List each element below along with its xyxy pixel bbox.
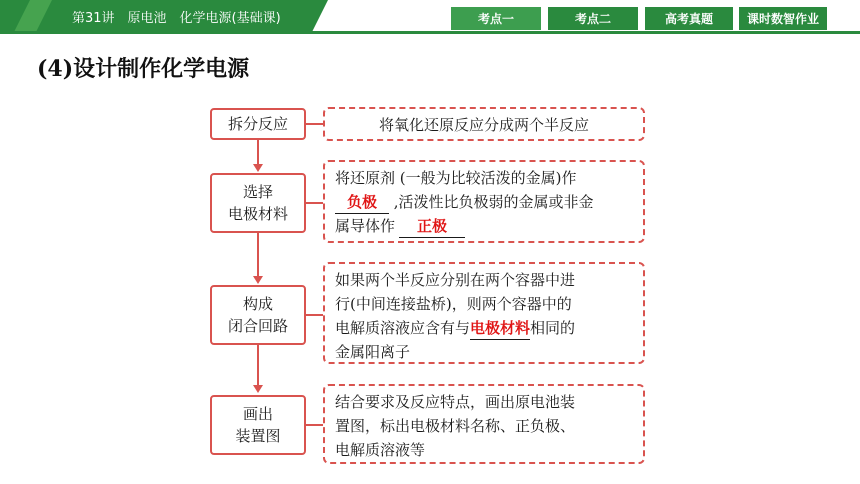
flow-arrow-2 [253,276,263,284]
step-2-line2-rest: ,活泼性比负极弱的金属或非金 [389,193,594,211]
section-title: (4)设计制作化学电源 [37,56,250,82]
step-3-line3-post: 相同的 [530,319,576,337]
connector-4 [306,424,323,426]
step-1-description: 将氧化还原反应分成两个半反应 [378,116,589,134]
tab-gaokao-zhenti[interactable]: 高考真题 [645,7,733,30]
step-4-line3: 电解质溶液等 [335,441,426,459]
step-3-line3-pre: 电解质溶液应含有与 [335,319,471,337]
step-draw-diagram-box [210,395,306,455]
step-2-line3 [335,214,633,238]
flow-arrow-1 [253,164,263,172]
step-3-line1: 如果两个半反应分别在两个容器中进 [335,271,576,289]
step-2-description-box [323,160,645,243]
tab-kaodian-2[interactable]: 考点二 [548,7,638,30]
answer-negative-electrode: 负极 [335,191,389,214]
header-divider [0,31,860,34]
step-3-description-box [323,262,645,364]
connector-2 [306,202,323,204]
step-4-line1: 结合要求及反应特点，画出原电池装 [335,393,576,411]
step-4-line2: 置图，标出电极材料名称、正负极、 [335,417,576,435]
lesson-title: 第31讲 原电池 化学电源(基础课) [72,11,281,26]
step-3-label-line1: 构成 [242,295,273,313]
flow-line-3 [257,345,259,386]
step-2-line2 [335,190,633,214]
top-bar [0,0,860,34]
flow-line-2 [257,233,259,277]
step-closed-circuit-box [210,285,306,345]
step-2-label-line2: 电极材料 [227,205,288,223]
answer-electrode-material: 电极材料 [470,317,530,340]
connector-1 [306,123,323,125]
tab-kaodian-1[interactable]: 考点一 [451,7,541,30]
flow-arrow-3 [253,385,263,393]
tab-homework[interactable]: 课时数智作业 [739,7,827,30]
step-2-label-line1: 选择 [242,183,273,201]
step-electrode-material-box [210,173,306,233]
step-2-line3-pre: 属导体作 [335,217,396,235]
step-1-description-box [323,107,645,141]
connector-3 [306,314,323,316]
step-4-description-box [323,384,645,464]
flow-line-1 [257,140,259,165]
step-3-line4: 金属阳离子 [335,343,411,361]
answer-positive-electrode: 正极 [399,215,465,238]
step-3-line2: 行(中间连接盐桥)，则两个容器中的 [335,295,572,313]
step-3-label-line2: 闭合回路 [227,317,288,335]
step-3-line3 [335,316,633,340]
step-4-label-line1: 画出 [242,405,273,423]
step-split-reaction-box [210,108,306,140]
step-4-label-line2: 装置图 [235,427,281,445]
step-1-label: 拆分反应 [227,115,288,133]
step-2-line1: 将还原剂 (一般为比较活泼的金属)作 [335,169,577,187]
